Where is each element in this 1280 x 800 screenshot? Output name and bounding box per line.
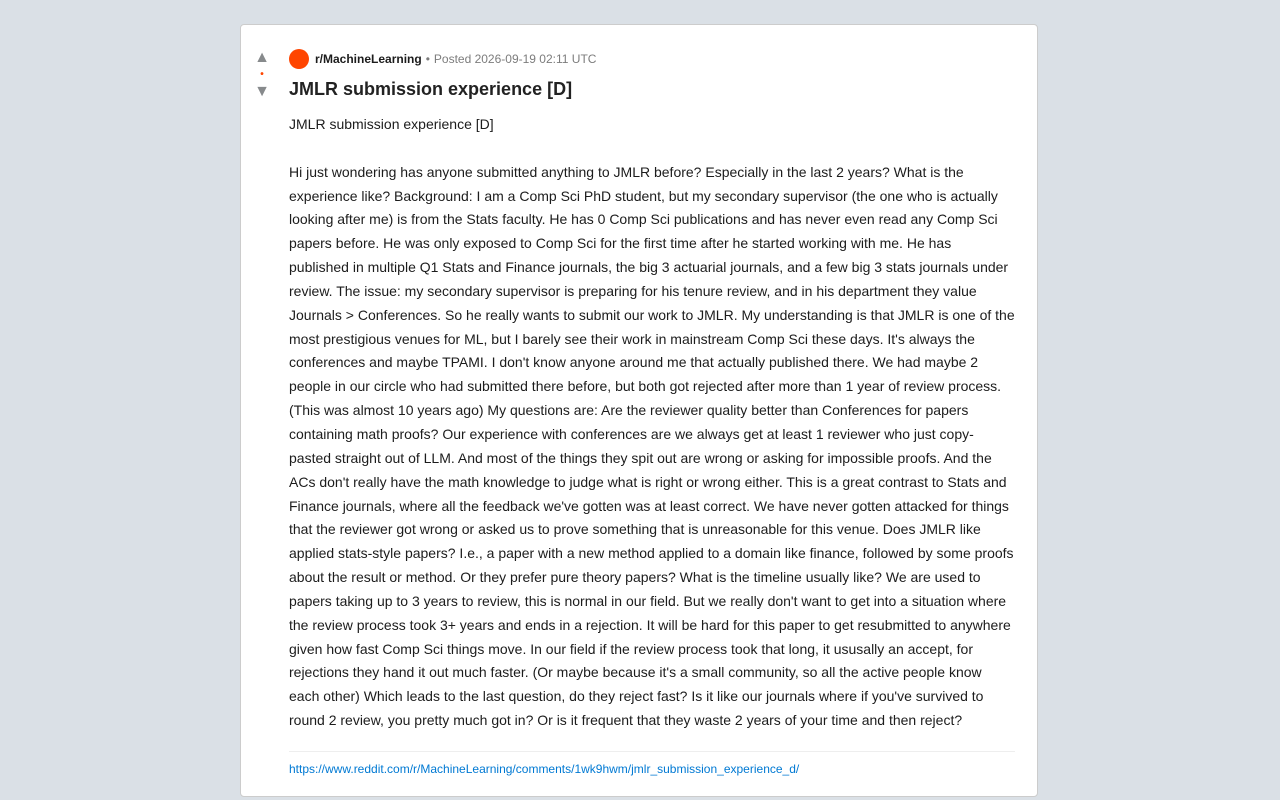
subreddit-link[interactable]: r/MachineLearning <box>315 52 422 66</box>
subreddit-avatar-icon[interactable] <box>289 49 309 69</box>
post-body <box>289 113 1015 733</box>
post-url-link[interactable]: https://www.reddit.com/r/MachineLearning/comments/1wk9hwm/jmlr_submission_experience_d/ <box>289 761 800 776</box>
body-paragraph: Hi just wondering has anyone submitted anything to JMLR before? Especially in the last 2 years? What is the experience like? Background: I am a Comp Sci PhD student, but my secondary supervisor (the one who is actually looking after me) is from the Stats faculty. He has 0 Comp Sci publications and has never even read any Comp Sci papers before. He was only exposed to Comp Sci for the first time after he started working with me. He has published in multiple Q1 Stats and Finance journals, the big 3 actuarial journals, and a few big 3 stats journals under review. The issue: my secondary supervisor is preparing for his tenure review, and in his department they value Journals > Conferences. So he really wants to submit our work to JMLR. My understanding is that JMLR is one of the most prestigious venues for ML, but I barely see their work in mainstream Comp Sci these days. It's always the conferences and maybe TPAMI. I don't know anyone around me that actually published there. We had maybe 2 people in our circle who had submitted there before, but both got rejected after more than 1 year of review process. (This was almost 10 years ago) My questions are: Are the reviewer quality better than Conferences for papers containing math proofs? Our experience with conferences are we always get at least 1 reviewer who just copy-pasted straight out of LLM. And most of the things they spit out are wrong or asking for impossible proofs. And the ACs don't really have the math knowledge to judge what is right or wrong either. This is a great contrast to Stats and Finance journals, where all the feedback we've gotten was at least correct. We have never gotten attacked for things that the reviewer got wrong or asked us to prove something that is unreasonable for this venue. Does JMLR like applied stats-style papers? I.e., a paper with a new method applied to a domain like finance, followed by some proofs about the result or method. Or they prefer pure theory papers? What is the timeline usually like? We are used to papers taking up to 3 years to review, this is normal in our field. But we really don't want to get into a situation where the review process took 3+ years and ends in a rejection. It will be hard for this paper to get resubmitted to anywhere given how fast Comp Sci things move. In our field if the review process took that long, it ususally an accept, for rejections they hand it out much faster. (Or maybe because it's a small community, so all the active people know each other) Which leads to the last question, do they reject fast? Is it like our journals where if you've survived to round 2 review, you pretty much got in? Or is it frequent that they waste 2 years of your time and then reject? <box>289 163 1015 729</box>
vote-score: • <box>260 69 264 80</box>
post-card <box>240 24 1038 797</box>
post-timestamp: Posted 2026-09-19 02:11 UTC <box>433 52 597 66</box>
upvote-icon[interactable]: ▲ <box>254 49 270 66</box>
post-content <box>289 49 1015 776</box>
meta-separator: • <box>425 52 430 66</box>
divider <box>289 751 1015 752</box>
body-paragraph: JMLR submission experience [D] <box>289 116 494 132</box>
post-title[interactable]: JMLR submission experience [D] <box>289 79 573 99</box>
post-meta <box>289 49 1015 69</box>
vote-column <box>252 49 272 101</box>
downvote-icon[interactable]: ▼ <box>254 83 270 100</box>
